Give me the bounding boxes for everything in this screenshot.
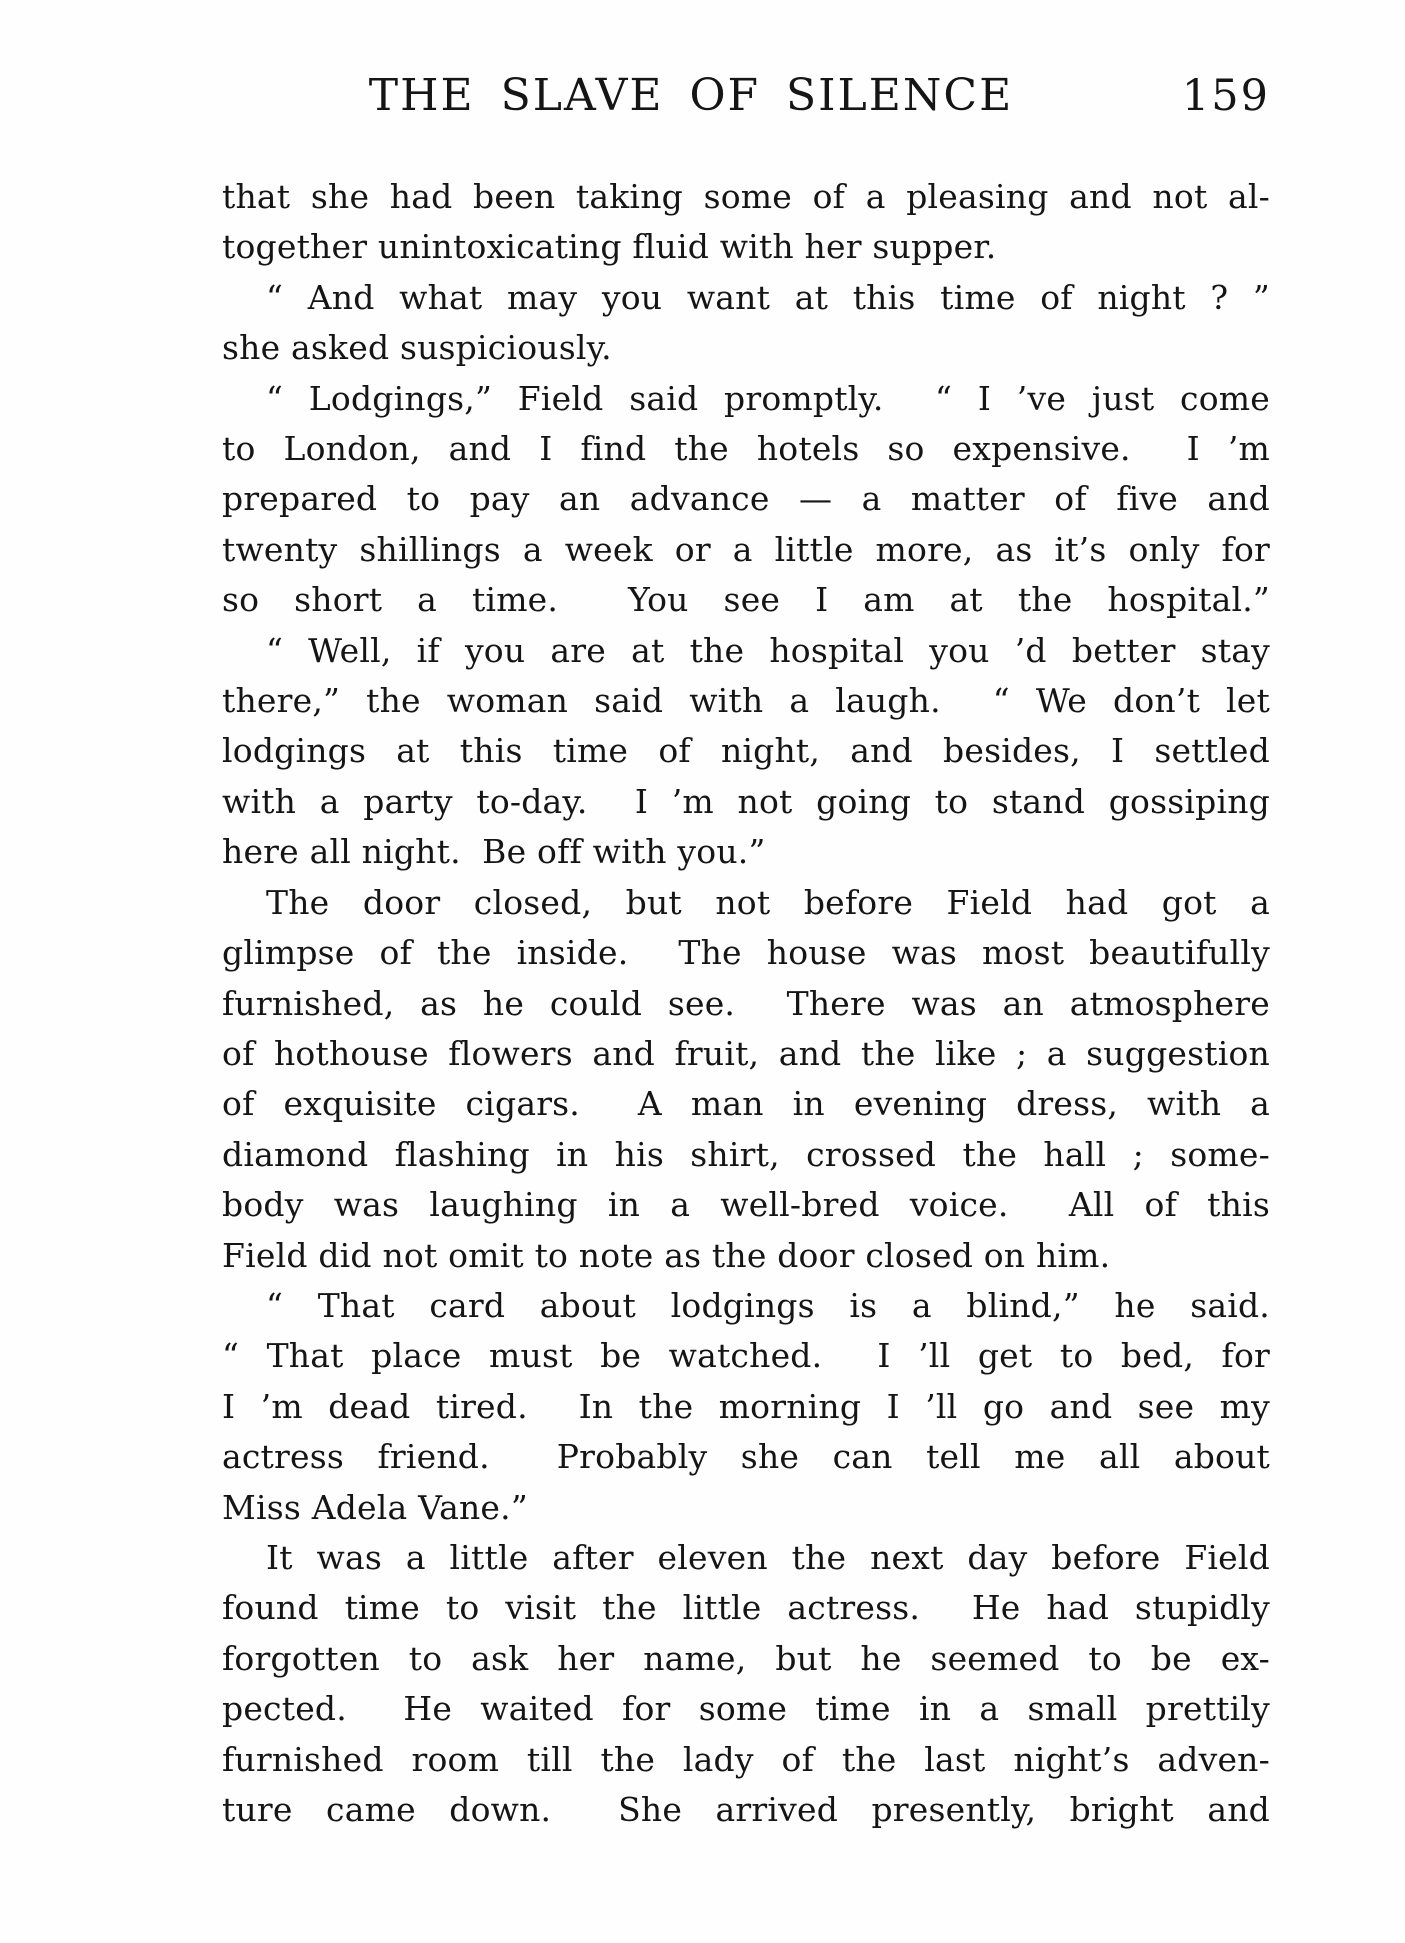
- text-line: “ That place must be watched. I ’ll get to bed, for: [222, 1336, 1270, 1376]
- text-line: with a party to-day. I ’m not going to stand gossiping: [222, 781, 1270, 821]
- text-line: forgotten to ask her name, but he seemed to be ex-: [222, 1638, 1270, 1678]
- text-line: lodgings at this time of night, and besides, I settled: [222, 731, 1270, 771]
- text-line: body was laughing in a well-bred voice. All of this: [222, 1185, 1270, 1225]
- text-line: so short a time. You see I am at the hospital.”: [222, 580, 1270, 620]
- text-line: twenty shillings a week or a little more, as it’s only for: [222, 529, 1270, 569]
- text-line: The door closed, but not before Field had got a: [266, 882, 1270, 922]
- text-line: to London, and I find the hotels so expensive. I ’m: [222, 429, 1270, 469]
- running-title: THE SLAVE OF SILENCE: [368, 70, 1014, 121]
- text-line: “ Well, if you are at the hospital you ’d better stay: [266, 630, 1270, 670]
- text-line: actress friend. Probably she can tell me all about: [222, 1437, 1270, 1477]
- text-line: that she had been taking some of a pleasing and not al-: [222, 177, 1270, 216]
- page-number: 159: [1181, 71, 1270, 121]
- text-line: of exquisite cigars. A man in evening dress, with a: [222, 1084, 1270, 1124]
- text-line: ture came down. She arrived presently, bright and: [222, 1790, 1270, 1829]
- text-line: there,” the woman said with a laugh. “ We don’t let: [222, 681, 1270, 721]
- text-column: [222, 172, 1270, 1835]
- text-line: “ And what may you want at this time of night ? ”: [266, 277, 1270, 317]
- text-line: she asked suspiciously.: [222, 328, 612, 368]
- text-line: “ Lodgings,” Field said promptly. “ I ’ve just come: [266, 378, 1270, 418]
- text-line: “ That card about lodgings is a blind,” he said.: [266, 1285, 1270, 1325]
- text-line: together unintoxicating fluid with her supper.: [222, 227, 997, 267]
- text-line: Field did not omit to note as the door closed on him.: [222, 1235, 1111, 1275]
- text-line: furnished room till the lady of the last night’s adven-: [222, 1739, 1270, 1779]
- text-line: here all night. Be off with you.”: [222, 832, 766, 872]
- text-line: pected. He waited for some time in a small prettily: [222, 1689, 1270, 1729]
- text-line: found time to visit the little actress. He had stupidly: [222, 1588, 1270, 1628]
- text-line: diamond flashing in his shirt, crossed the hall ; some-: [222, 1134, 1270, 1174]
- text-line: prepared to pay an advance — a matter of five and: [222, 479, 1270, 519]
- page-header: [222, 72, 1270, 124]
- text-line: of hothouse flowers and fruit, and the like ; a suggestion: [222, 1033, 1270, 1073]
- text-line: I ’m dead tired. In the morning I ’ll go and see my: [222, 1386, 1270, 1426]
- text-line: Miss Adela Vane.”: [222, 1487, 528, 1527]
- text-line: furnished, as he could see. There was an atmosphere: [222, 983, 1270, 1023]
- text-line: glimpse of the inside. The house was most beautifully: [222, 933, 1270, 973]
- text-line: It was a little after eleven the next day before Field: [266, 1537, 1270, 1577]
